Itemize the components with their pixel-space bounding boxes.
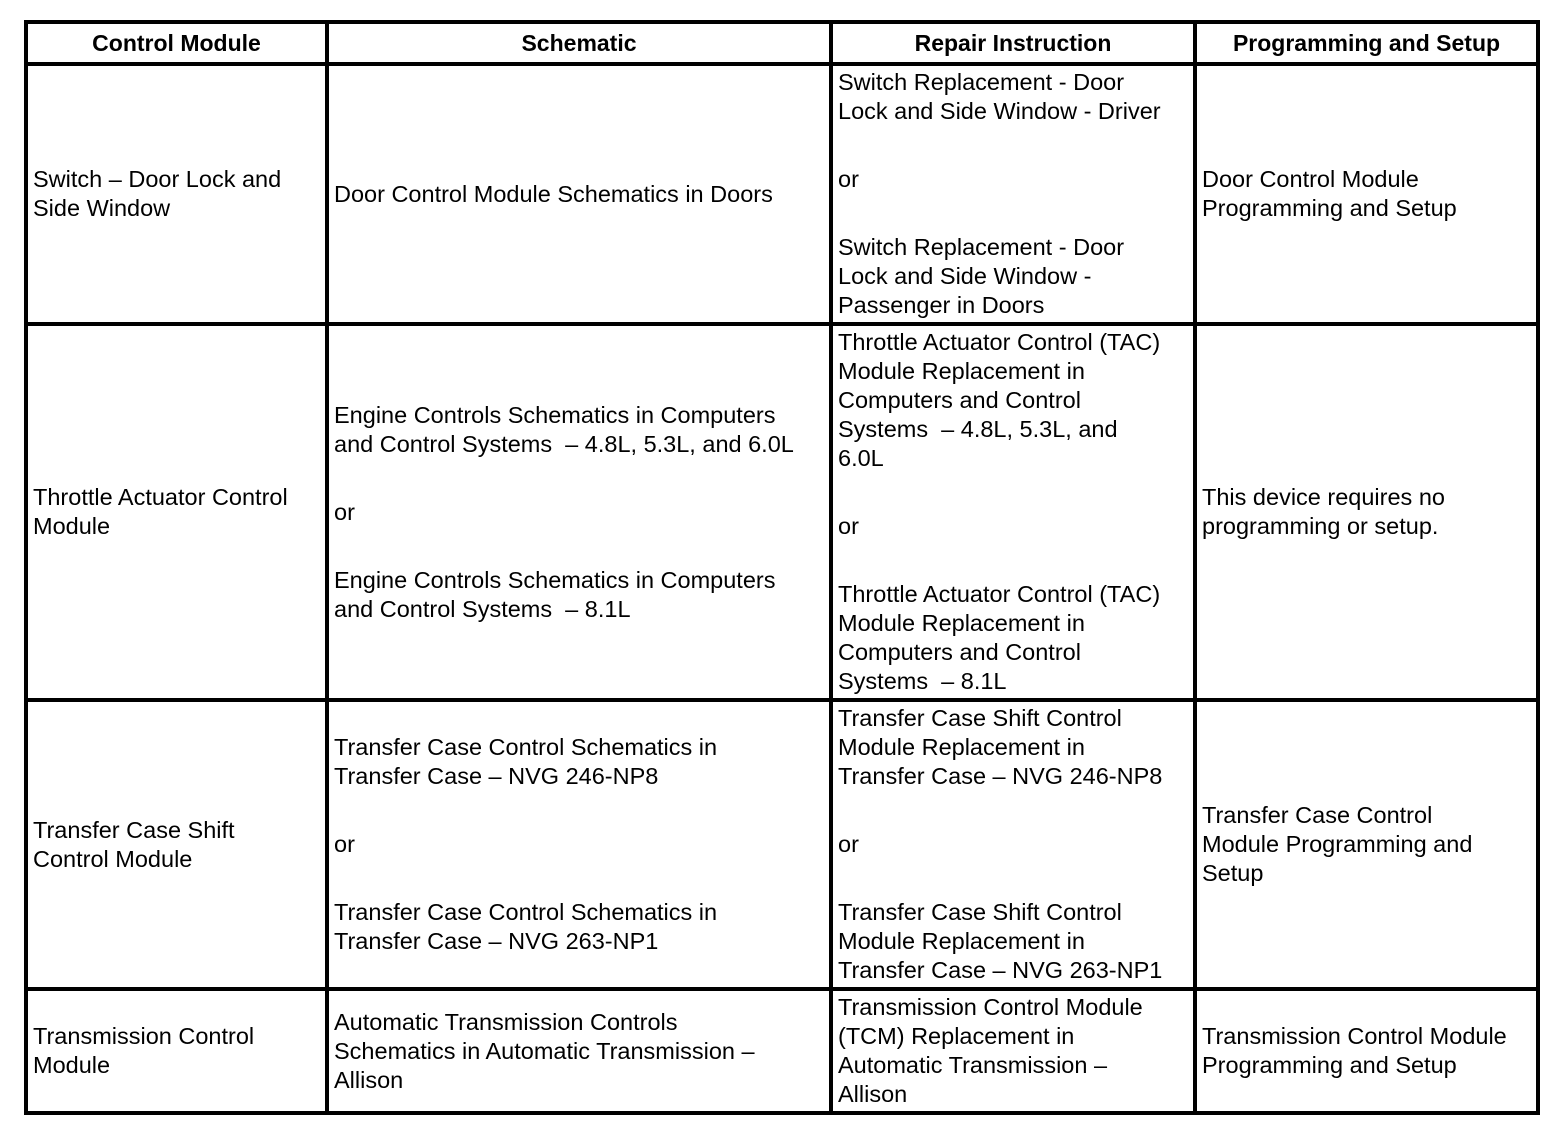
cell-line: 6.0L xyxy=(838,445,884,471)
cell-paragraph xyxy=(334,566,827,624)
cell-line: Switch – Door Lock and xyxy=(33,166,282,192)
cell-line: Transmission Control Module xyxy=(838,994,1143,1020)
cell-paragraph xyxy=(334,401,827,459)
cell-line: Programming and Setup xyxy=(1202,195,1457,221)
cell-line: Transfer Case Shift Control xyxy=(838,899,1122,925)
table-row xyxy=(26,64,1538,324)
cell-line: Computers and Control xyxy=(838,387,1081,413)
cell-line: Systems – 4.8L, 5.3L, and xyxy=(838,416,1118,442)
paragraph-gap xyxy=(838,859,1191,898)
cell-line: or xyxy=(838,831,859,857)
cell-paragraph xyxy=(334,498,827,527)
cell-paragraph xyxy=(334,733,827,791)
paragraph-gap xyxy=(334,791,827,830)
paragraph-gap xyxy=(334,859,827,898)
cell-line: Module Replacement in xyxy=(838,734,1085,760)
header-programming-setup: Programming and Setup xyxy=(1195,22,1538,64)
cell-paragraph xyxy=(334,830,827,859)
header-schematic: Schematic xyxy=(327,22,831,64)
paragraph-gap xyxy=(838,473,1191,512)
module-reference-table xyxy=(24,20,1540,1115)
paragraph-gap xyxy=(838,126,1191,165)
cell-line: Module xyxy=(33,513,111,539)
paragraph-gap xyxy=(838,541,1191,580)
cell-line: programming or setup. xyxy=(1202,513,1439,539)
cell-repair-instruction xyxy=(831,64,1195,324)
cell-line: Module Replacement in xyxy=(838,358,1085,384)
cell-schematic xyxy=(327,700,831,989)
cell-line: (TCM) Replacement in xyxy=(838,1023,1075,1049)
cell-line: Lock and Side Window - xyxy=(838,263,1092,289)
cell-control-module xyxy=(26,64,327,324)
cell-line: Engine Controls Schematics in Computers xyxy=(334,566,776,593)
cell-line: Module Replacement in xyxy=(838,610,1085,636)
cell-schematic xyxy=(327,64,831,324)
cell-control-module xyxy=(26,989,327,1113)
cell-line: and Control Systems – 4.8L, 5.3L, and 6.0L xyxy=(334,430,794,457)
cell-line: Control Module xyxy=(33,845,193,872)
cell-line: Transfer Case – NVG 263-NP1 xyxy=(334,928,659,954)
paragraph-gap xyxy=(838,791,1191,830)
cell-line: Transmission Control Module xyxy=(1202,1023,1507,1049)
header-row xyxy=(26,22,1538,64)
cell-line: Programming and Setup xyxy=(1202,1052,1457,1078)
cell-paragraph xyxy=(334,898,827,956)
cell-line: Module Programming and xyxy=(1202,831,1473,857)
cell-line: Transfer Case – NVG 246-NP8 xyxy=(838,763,1163,789)
cell-line: and Control Systems – 8.1L xyxy=(334,595,631,622)
cell-line: Engine Controls Schematics in Computers xyxy=(334,401,776,428)
cell-line: or xyxy=(334,498,355,525)
paragraph-gap xyxy=(838,194,1191,233)
cell-line: This device requires no xyxy=(1202,484,1445,510)
cell-programming-setup xyxy=(1195,989,1538,1113)
cell-paragraph xyxy=(334,180,827,209)
cell-line: Passenger in Doors xyxy=(838,292,1045,318)
cell-line: Door Control Module xyxy=(1202,166,1419,192)
cell-line: Automatic Transmission Controls xyxy=(334,1008,678,1035)
cell-repair-instruction xyxy=(831,700,1195,989)
cell-control-module xyxy=(26,700,327,989)
header-repair-instruction: Repair Instruction xyxy=(831,22,1195,64)
cell-line: Computers and Control xyxy=(838,639,1081,665)
cell-paragraph xyxy=(838,512,1191,541)
cell-line: Door Control Module Schematics in Doors xyxy=(334,180,773,207)
cell-line: or xyxy=(334,831,355,857)
cell-paragraph xyxy=(838,68,1191,126)
cell-control-module xyxy=(26,324,327,700)
cell-repair-instruction xyxy=(831,324,1195,700)
cell-line: Systems – 8.1L xyxy=(838,668,1007,694)
table-row xyxy=(26,324,1538,700)
cell-line: Switch Replacement - Door xyxy=(838,69,1125,95)
cell-line: Lock and Side Window - Driver xyxy=(838,98,1161,124)
cell-line: Transfer Case Control Schematics in xyxy=(334,899,718,925)
table-row xyxy=(26,700,1538,989)
cell-line: Side Window xyxy=(33,195,171,221)
cell-line: Transfer Case Shift xyxy=(33,816,235,843)
cell-paragraph xyxy=(838,580,1191,696)
cell-paragraph xyxy=(838,704,1191,791)
cell-line: Allison xyxy=(838,1081,908,1107)
cell-line: Module xyxy=(33,1052,111,1078)
cell-line: Transfer Case Control xyxy=(1202,802,1433,828)
table-row xyxy=(26,989,1538,1113)
cell-paragraph xyxy=(838,165,1191,194)
cell-paragraph xyxy=(838,830,1191,859)
cell-line: Automatic Transmission – xyxy=(838,1052,1108,1078)
header-control-module: Control Module xyxy=(26,22,327,64)
cell-repair-instruction xyxy=(831,989,1195,1113)
cell-line: Transfer Case – NVG 263-NP1 xyxy=(838,957,1163,983)
cell-line: Transmission Control xyxy=(33,1023,255,1049)
cell-programming-setup xyxy=(1195,700,1538,989)
cell-line: Throttle Actuator Control (TAC) xyxy=(838,329,1161,355)
cell-paragraph xyxy=(838,233,1191,320)
cell-line: or xyxy=(838,513,859,539)
cell-line: Schematics in Automatic Transmission – xyxy=(334,1037,755,1064)
cell-line: Throttle Actuator Control xyxy=(33,484,288,510)
paragraph-gap xyxy=(334,527,827,566)
cell-schematic xyxy=(327,324,831,700)
cell-line: Setup xyxy=(1202,860,1264,886)
cell-line: Transfer Case Shift Control xyxy=(838,705,1122,731)
cell-line: Allison xyxy=(334,1066,404,1093)
paragraph-gap xyxy=(334,459,827,498)
cell-line: Transfer Case Control Schematics in xyxy=(334,734,718,760)
cell-line: or xyxy=(838,166,859,192)
cell-programming-setup xyxy=(1195,324,1538,700)
cell-schematic xyxy=(327,989,831,1113)
cell-line: Transfer Case – NVG 246-NP8 xyxy=(334,763,659,789)
cell-paragraph xyxy=(838,898,1191,985)
cell-paragraph xyxy=(838,993,1191,1109)
cell-line: Module Replacement in xyxy=(838,928,1085,954)
cell-paragraph xyxy=(838,328,1191,473)
cell-programming-setup xyxy=(1195,64,1538,324)
cell-line: Throttle Actuator Control (TAC) xyxy=(838,581,1161,607)
cell-paragraph xyxy=(334,1008,827,1095)
cell-line: Switch Replacement - Door xyxy=(838,234,1125,260)
